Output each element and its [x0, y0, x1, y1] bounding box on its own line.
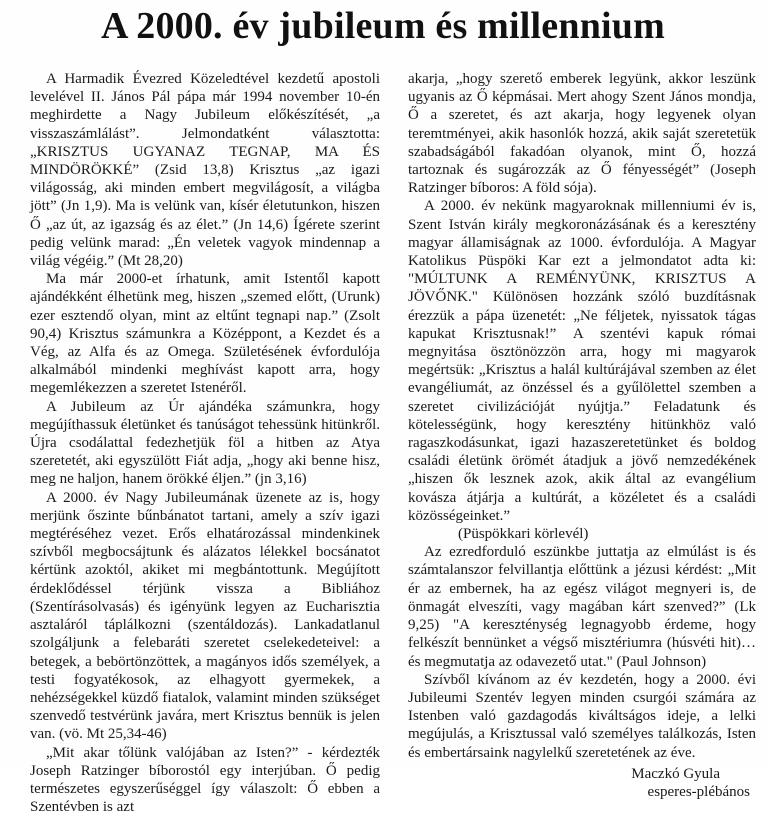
- paragraph: Szívből kívánom az év kezdetén, hogy a 2000. évi Jubileumi Szentév legyen minden csurgói számára az Istenben való gazdagodás kiváltságos ideje, a lelki megújulás, a Krisztussal való személyes találkozás, Isten és embertársaink nagylelkű szeretetének az éve.: [408, 671, 756, 761]
- paragraph: A Harmadik Évezred Közeledtével kezdetű apostoli levelével II. János Pál pápa már 1994 november 10-én meghirdette a Nagy Jubileum előkészítését, „a visszaszámlálást”. Jelmondatként választotta:„KRISZTUS UGYANAZ TEGNAP, MA ÉS MINDÖRÖKKÉ” (Zsid 13,8) Krisztus „az igazi világosság, aki minden embert megvilágosít, a világba jött” (Jn 1,9). Ma is velünk van, kísér életutunkon, hiszen Ő „az út, az igazság és az élet.” (Jn 14,6) Ígérete szerint pedig velünk marad: „Én veletek vagyok mindennap a világ végéig.” (Mt 28,20): [30, 71, 380, 270]
- author-role: esperes-plébános: [647, 783, 750, 800]
- paragraph: Az ezredforduló eszünkbe juttatja az elmúlást is és számtalanszor felvillantja előttünk a jézusi kérdést: „Mit ér az embernek, ha az egész világot megnyeri is, de önmagát elveszíti, vagy magában kárt szenved?” (Lk 9,25) "A kereszténység legnagyobb érdeme, hogy felkészít bennünket a végső misztériumra (húsvéti hit)… és megmutatja az odavezető utat." (Paul Johnson): [408, 544, 756, 670]
- source-citation: (Püspökkari körlevél): [458, 526, 589, 543]
- right-column: [408, 70, 756, 801]
- paragraph: A Jubileum az Úr ajándéka számunkra, hogy megújíthassuk életünket és tanúságot tehessünk hitünkről. Újra csodálattal fedezhetjük föl a hitben az Atya szeretetét, aki egyszülött Fiát adja, „hogy aki benne hisz, meg ne haljon, hanem örökké éljen.” (jn 3,16): [30, 398, 380, 488]
- paragraph: A 2000. év Nagy Jubileumának üzenete az is, hogy merjünk őszinte bűnbánatot tartani, amely a szív igazi megtéréséhez vezet. Erős elhatározással mindenkinek szívből megbocsájtunk és alázatos lélekkel bocsánatot kértünk azoktól, akiket mi megbántottunk. Megújított érdeklődéssel térjünk vissza a Bibliához (Szentírásolvasás) és igényünk legyen az Eucharisztia asztaláról táplálkozni (szentáldozás). Lankadatlanul szolgáljunk a felebaráti szeretet cselekedeteivel: a betegek, a bebörtönzöttek, a magányos idős személyek, a testi fogyatékosok, az elhagyott gyermekek, a nehézségekkel küzdő fiatalok, valamint minden szükséget szenvedő testvérünk javára, mert Krisztus bennük is jelen van. (vö. Mt 25,34-46): [30, 489, 380, 743]
- article-title: A 2000. év jubileum és millennium: [101, 5, 665, 47]
- signature-block: [408, 765, 756, 801]
- paragraph: A 2000. év nekünk magyaroknak millenniumi év is, Szent István király megkoronázásának és a keresztény magyar államiságnak az 1000. évfordulója. A Magyar Katolikus Püspöki Kar ezt a jelmondatot adta ki: "MÚLTUNK A REMÉNYÜNK, KRISZTUS A JÖVŐNK." Különösen hozzánk szóló buzdításnak érezzük a pápa üzenetét: „Ne féljetek, nyissatok tágas kapukat Krisztusnak!” A szentévi kapuk római megnyitása ösztönözzön arra, hogy mi magyarok megértsük: „Krisztus a halál kultúrájával szemben az élet evangéliumát, az önzéssel és a gyűlölettel szemben a szeretet civilizációját nyújtja.” Feladatunk és kötelességünk, hogy keresztény hitünkhöz való ragaszkodásunkat, igazi hazaszeretetünket és boldog családi életünk örömét átadjuk a jövő nemzedékének „hiszen ők lesznek azok, akik által az evangélium kovásza átjárja a kultúrát, a közéletet és a családi közösségeinket.”: [408, 198, 756, 524]
- paragraph: Ma már 2000-et írhatunk, amit Istentől kapott ajándékként élhetünk meg, hiszen „szemed előtt, (Urunk) ezer esztendő olyan, mint az eltűnt tegnapi nap.” (Zsolt 90,4) Krisztus számunkra a Középpont, a Kezdet és a Vég, az Alfa és az Omega. Születésének évfordulója alkalmából mindenki meghívást kapott arra, hogy megemlékezzen a szeretet Istenéről.: [30, 271, 380, 397]
- author-name: Maczkó Gyula: [631, 765, 720, 782]
- paragraph: „Mit akar tőlünk valójában az Isten?” - kérdezték Joseph Ratzinger bíborostól egy interjúban. Ő pedig természetes egyszerűséggel így válaszolt: Ő ebben a Szentévben is azt: [30, 744, 380, 816]
- left-column: [30, 70, 380, 816]
- paragraph: akarja, „hogy szerető emberek legyünk, akkor leszünk ugyanis az Ő képmásai. Mert ahogy Szent János mondja, Ő a szeretet, és azt akarja, hogy legyenek olyan teremtményei, akik hasonlók hozzá, akik saját szeretetük szabadságából fakadóan olyanok, mint Ő, hozzá tartoznak és sugározzák az Ő fényességét” (Joseph Ratzinger bíboros: A föld sója).: [408, 71, 756, 197]
